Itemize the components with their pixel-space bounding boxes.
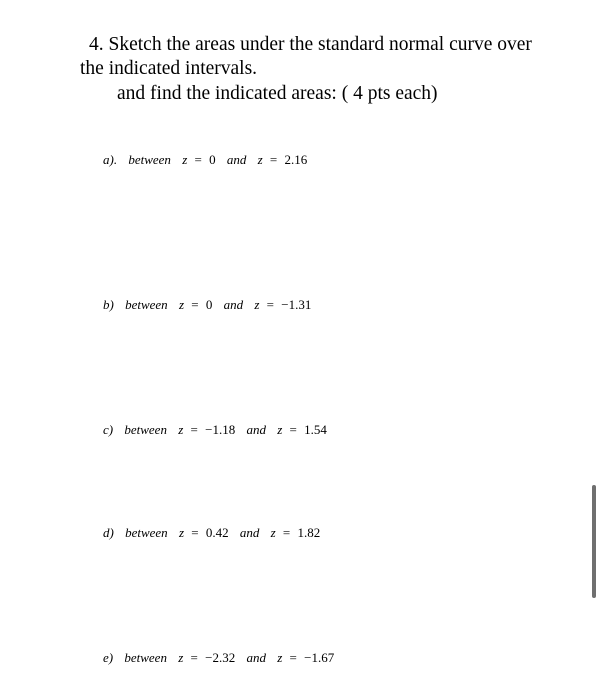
z-variable: z (182, 152, 188, 167)
z-variable: z (178, 297, 184, 312)
question-instruction: and find the indicated areas: ( 4 pts each) (117, 83, 438, 104)
part-label: c) (103, 422, 114, 437)
upper-bound: −1.67 (304, 650, 335, 665)
equals-sign: = (269, 152, 278, 167)
and-word: and (239, 525, 260, 540)
between-word: between (128, 152, 171, 167)
z-variable: z (178, 650, 184, 665)
between-word: between (125, 525, 168, 540)
part-label: e) (103, 650, 114, 665)
upper-bound: −1.31 (281, 297, 312, 312)
and-word: and (226, 152, 247, 167)
between-word: between (125, 297, 168, 312)
equals-sign: = (191, 297, 199, 312)
and-word: and (246, 422, 266, 437)
lower-bound: 0 (209, 152, 216, 167)
equals-sign: = (191, 525, 199, 540)
between-word: between (124, 650, 167, 665)
vertical-scrollbar-thumb[interactable] (592, 485, 596, 598)
lower-bound: 0.42 (205, 525, 229, 540)
equals-sign: = (289, 422, 297, 437)
part-e (103, 650, 334, 666)
question-title: 4. Sketch the areas under the standard normal curve over (89, 34, 532, 55)
z-variable: z (178, 422, 184, 437)
equals-sign: = (194, 152, 202, 167)
part-label: b) (103, 297, 114, 312)
z-variable: z (257, 152, 263, 167)
upper-bound: 2.16 (284, 152, 308, 167)
part-c (103, 422, 327, 438)
and-word: and (246, 650, 266, 665)
lower-bound: −1.18 (205, 422, 236, 437)
upper-bound: 1.54 (304, 422, 327, 437)
equals-sign: = (190, 650, 198, 665)
equals-sign: = (289, 650, 297, 665)
part-label: d) (103, 525, 114, 540)
z-variable: z (254, 297, 260, 312)
z-variable: z (277, 422, 283, 437)
part-b (103, 297, 311, 313)
equals-sign: = (282, 525, 291, 540)
z-variable: z (178, 525, 184, 540)
upper-bound: 1.82 (297, 525, 321, 540)
question-title-continued: the indicated intervals. (80, 58, 258, 79)
part-d (103, 525, 320, 541)
lower-bound: 0 (205, 297, 213, 312)
equals-sign: = (190, 422, 198, 437)
z-variable: z (270, 525, 276, 540)
and-word: and (223, 297, 244, 312)
z-variable: z (277, 650, 283, 665)
part-label: a). (103, 152, 118, 167)
part-a (103, 152, 307, 168)
equals-sign: = (266, 297, 274, 312)
between-word: between (124, 422, 167, 437)
lower-bound: −2.32 (205, 650, 236, 665)
